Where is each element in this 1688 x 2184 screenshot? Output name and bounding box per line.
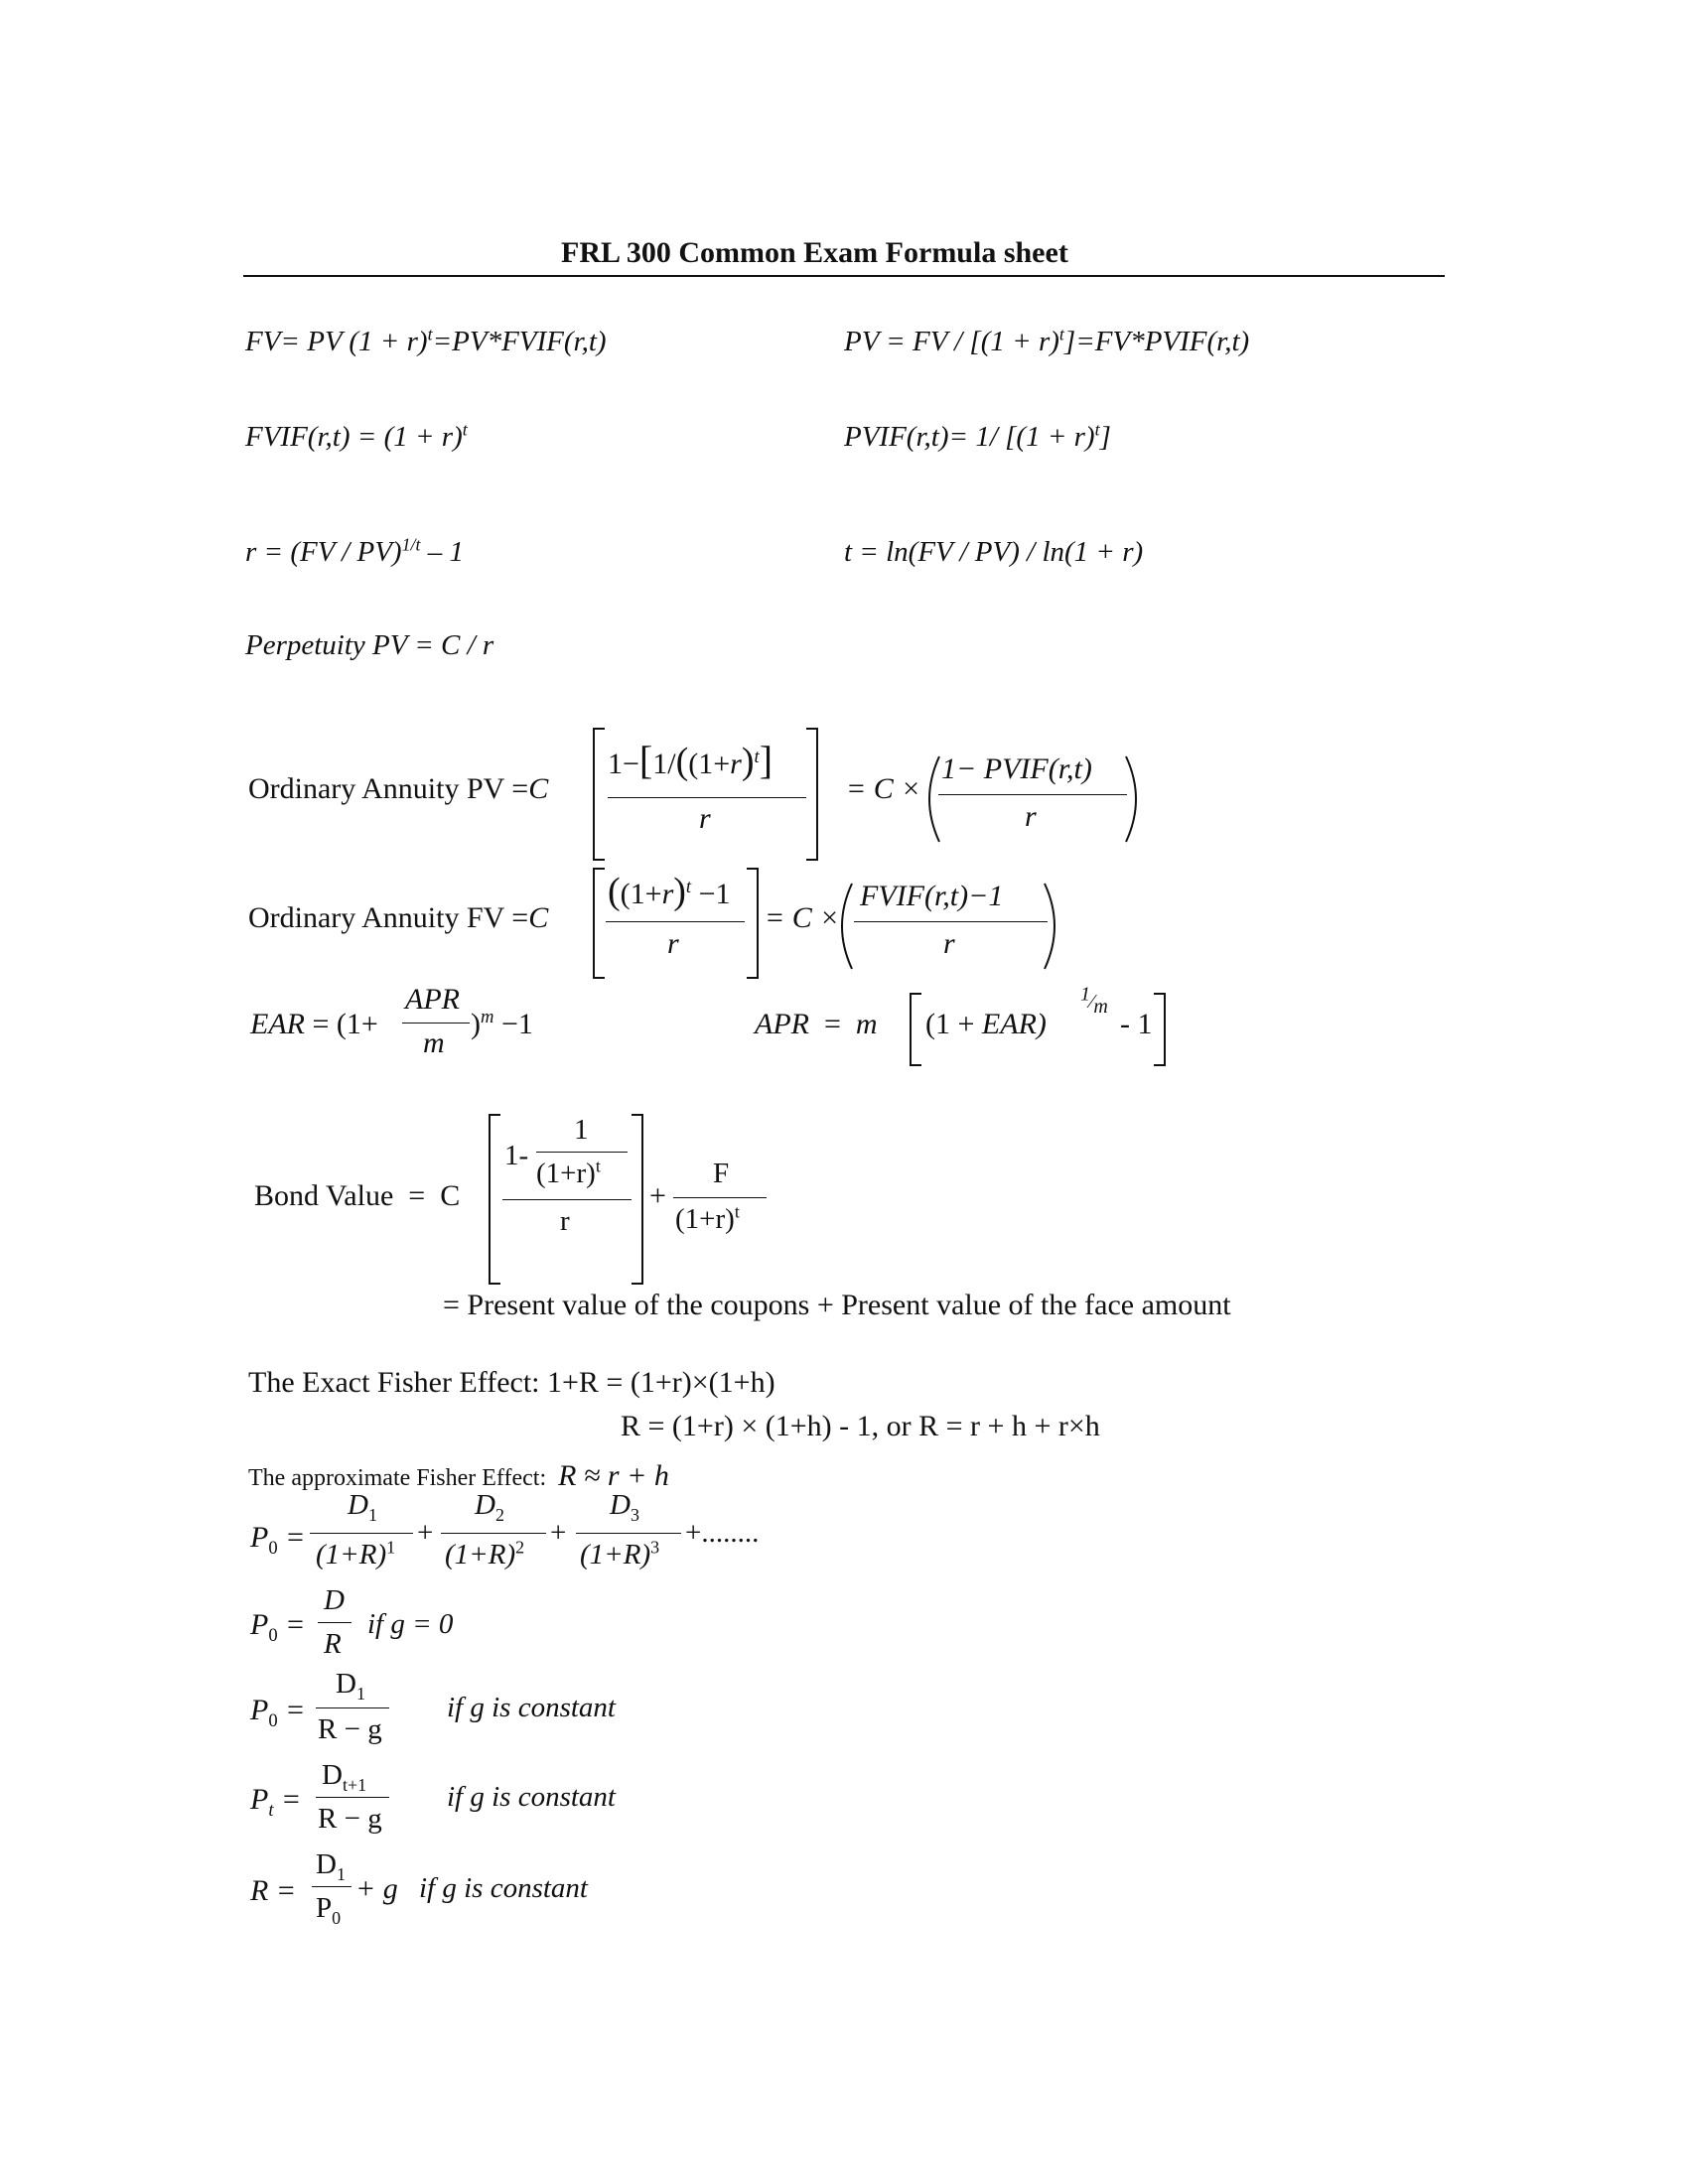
annuity-fv-numerator-2: FVIF(r,t)−1 — [860, 880, 1004, 912]
annuity-pv-left-bracket — [593, 728, 605, 861]
annuity-fv-denominator: r — [667, 927, 679, 960]
annuity-fv-close-paren — [1041, 882, 1060, 971]
zero-growth-denominator: R — [324, 1628, 342, 1660]
constant-growth-t-denominator: R − g — [318, 1803, 382, 1835]
title-rule — [243, 275, 1445, 277]
bond-inner-denominator: $(1+r)^t$ — [536, 1156, 601, 1189]
required-return-lhs: R = — [250, 1874, 297, 1907]
fisher-approx: The approximate Fisher Effect: R ≈ r + h — [248, 1459, 669, 1492]
bond-face-bar — [673, 1197, 767, 1198]
annuity-pv-close-paren — [1122, 754, 1142, 844]
time-formula: t = ln(FV / PV) / ln(1 + r) — [844, 536, 1144, 568]
annuity-fv-numerator: ($(1+r)^t -1$ — [608, 871, 731, 912]
apr-exponent: $^1⁄_m$ — [1080, 983, 1108, 1018]
ear-numerator: APR — [405, 983, 460, 1016]
annuity-pv-numerator: $1-[1/((1+r)^t]$ — [608, 738, 774, 782]
ddm-bar-1 — [310, 1533, 413, 1534]
ddm-tail: +........ — [685, 1517, 760, 1549]
annuity-pv-label: Ordinary Annuity PV =C — [248, 772, 549, 805]
annuity-pv-fraction-bar-2 — [938, 794, 1127, 795]
fisher-exact: The Exact Fisher Effect: 1+R = (1+r)×(1+h) — [248, 1366, 775, 1399]
annuity-fv-left-bracket — [593, 868, 605, 979]
ddm-p0: $P_0$ = — [250, 1521, 306, 1559]
page-title: FRL 300 Common Exam Formula sheet — [561, 236, 1068, 269]
apr-lhs: APR = m — [755, 1008, 878, 1040]
annuity-pv-open-paren — [923, 754, 943, 844]
bond-denominator: r — [560, 1205, 570, 1237]
fisher-exact-line2: R = (1+r) × (1+h) - 1, or R = r + h + r×h — [621, 1410, 1100, 1442]
required-return-bar — [312, 1886, 352, 1887]
ear-tail: )$^m$ −1 — [471, 1007, 533, 1040]
zero-growth-condition: if g = 0 — [367, 1608, 454, 1640]
annuity-fv-equals: = C × — [765, 901, 840, 934]
annuity-fv-open-paren — [836, 882, 856, 971]
annuity-pv-equals: = C × — [846, 772, 921, 805]
ddm-den-2: $(1+R)^2$ — [445, 1537, 525, 1570]
perpetuity-formula: Perpetuity PV = C / r — [245, 629, 494, 661]
ddm-plus-2: + — [550, 1517, 567, 1549]
ddm-bar-2 — [441, 1533, 546, 1534]
fv-formula: FV= PV $(1 + r)^t=PV*FVIF(r,t)$ — [245, 324, 607, 357]
bond-face-denominator: $(1+r)^t$ — [675, 1201, 740, 1235]
bond-label: Bond Value = C — [254, 1179, 461, 1212]
constant-growth-t-bar — [316, 1797, 389, 1798]
bond-inner-bar — [536, 1152, 628, 1153]
constant-growth-t-lhs: $P_t$ = — [250, 1783, 302, 1821]
required-return-tail: + g — [355, 1872, 398, 1905]
constant-growth-lhs: $P_0$ = — [250, 1694, 306, 1731]
constant-growth-numerator: $D_1$ — [336, 1668, 365, 1704]
pv-formula: PV = FV / $[(1 + r)^t]=FV*PVIF(r,t)$ — [844, 324, 1250, 357]
annuity-pv-numerator-2: 1− PVIF(r,t) — [941, 752, 1092, 785]
zero-growth-bar — [318, 1622, 352, 1623]
annuity-pv-fraction-bar — [608, 797, 806, 798]
rate-formula: r = (FV / PV)$^{1/t}$ – 1 — [245, 534, 465, 568]
zero-growth-numerator: D — [324, 1584, 345, 1616]
constant-growth-t-numerator: $D_{t+1}$ — [322, 1759, 367, 1795]
apr-tail: - 1 — [1120, 1008, 1153, 1040]
annuity-fv-right-bracket — [747, 868, 759, 979]
apr-right-bracket — [1154, 993, 1166, 1066]
bond-one-minus: 1- — [504, 1140, 529, 1171]
annuity-pv-denominator: r — [699, 802, 711, 835]
bond-main-bar — [502, 1199, 632, 1200]
required-return-numerator: $D_1$ — [316, 1848, 346, 1884]
apr-left-bracket — [910, 993, 921, 1066]
apr-inner: (1 + EAR) — [925, 1008, 1047, 1040]
annuity-fv-fraction-bar-2 — [854, 921, 1048, 922]
ddm-den-3: $(1+R)^3$ — [580, 1537, 660, 1570]
bond-right-bracket — [632, 1114, 643, 1285]
fvif-formula: FVIF(r,t) = $(1 + r)^t$ — [245, 419, 468, 453]
ear-denominator: m — [423, 1026, 445, 1059]
ddm-den-1: $(1+R)^1$ — [316, 1537, 396, 1570]
ear-fraction-bar — [402, 1023, 470, 1024]
pvif-formula: PVIF(r,t)= 1/ $[(1 + r)^t]$ — [844, 419, 1111, 453]
constant-growth-bar — [316, 1707, 389, 1708]
ddm-d1: $D_1$ — [348, 1489, 377, 1525]
ddm-d2: $D_2$ — [475, 1489, 504, 1525]
constant-growth-denominator: R − g — [318, 1713, 382, 1745]
bond-plus: + — [649, 1179, 666, 1212]
bond-face-numerator: F — [713, 1158, 730, 1189]
annuity-fv-label: Ordinary Annuity FV =C — [248, 901, 549, 934]
constant-growth-t-condition: if g is constant — [447, 1781, 616, 1813]
zero-growth-lhs: $P_0$ = — [250, 1608, 306, 1646]
ddm-d3: $D_3$ — [610, 1489, 639, 1525]
required-return-condition: if g is constant — [419, 1872, 588, 1904]
annuity-pv-right-bracket — [806, 728, 818, 861]
annuity-fv-fraction-bar — [606, 921, 745, 922]
required-return-denominator: $P_0$ — [316, 1892, 342, 1928]
ear-lhs: EAR = (1+ — [250, 1008, 378, 1040]
bond-inner-numerator: 1 — [574, 1114, 589, 1146]
ddm-bar-3 — [576, 1533, 681, 1534]
constant-growth-condition: if g is constant — [447, 1692, 616, 1723]
annuity-pv-denominator-2: r — [1025, 800, 1037, 833]
bond-left-bracket — [489, 1114, 500, 1285]
bond-note: = Present value of the coupons + Present value of the face amount — [443, 1289, 1231, 1321]
ddm-plus-1: + — [417, 1517, 434, 1549]
annuity-fv-denominator-2: r — [943, 927, 955, 960]
